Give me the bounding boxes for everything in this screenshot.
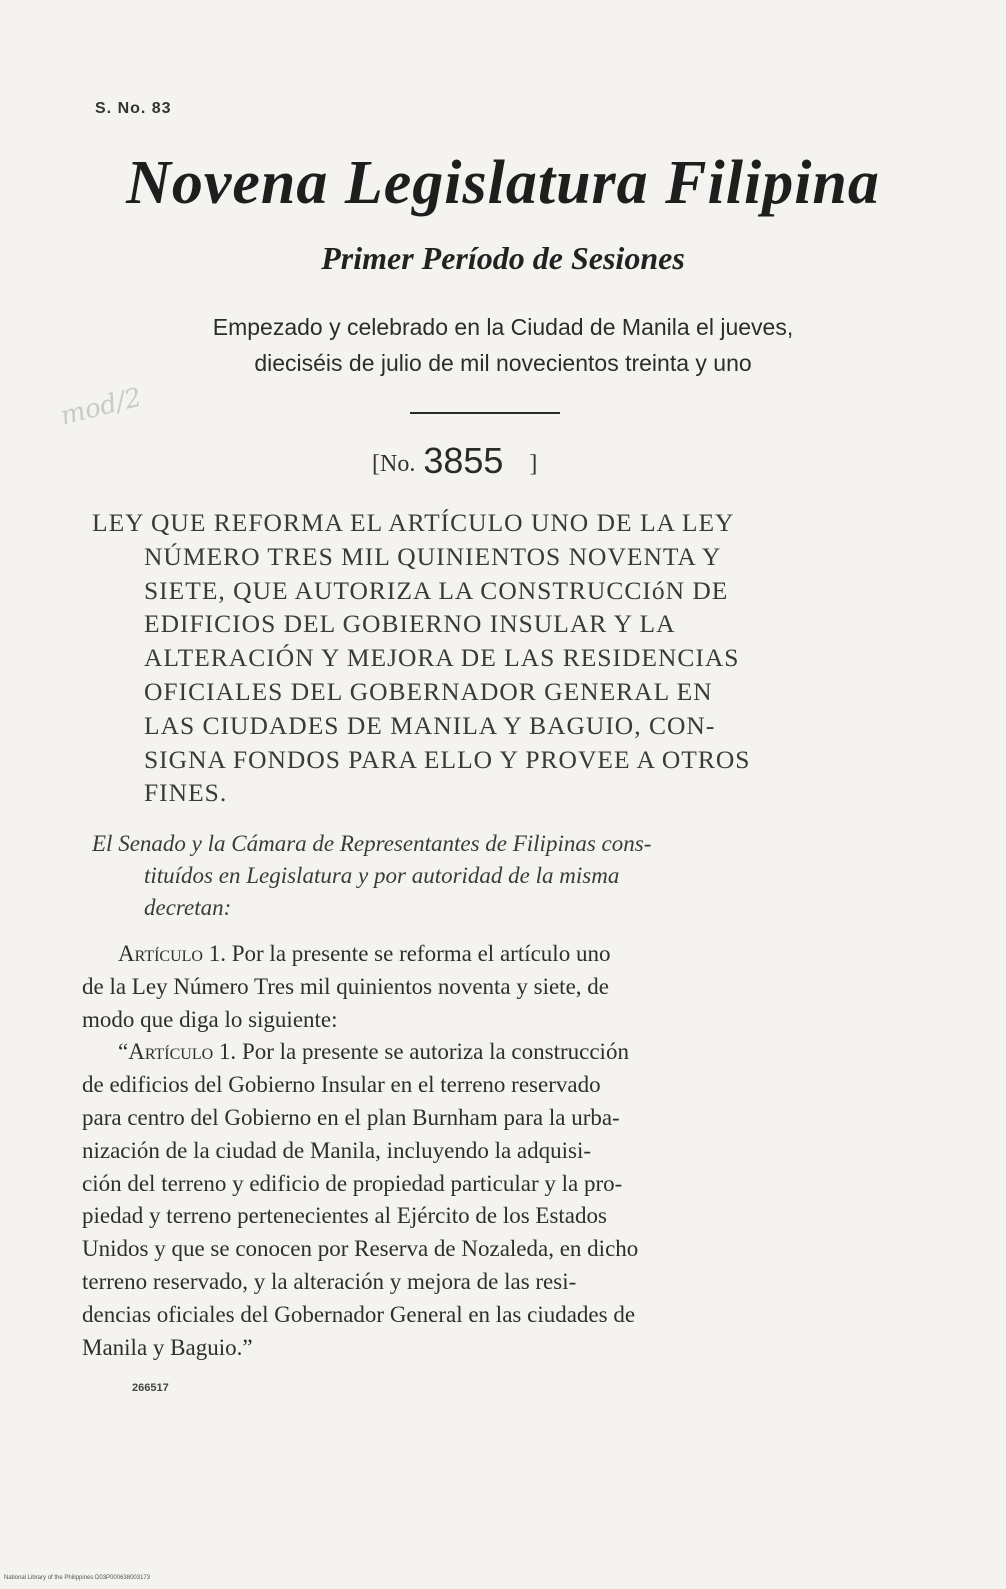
quoted-article-line: ción del terreno y edificio de propiedad particular y la pro- bbox=[82, 1170, 623, 1196]
article-1-line: de la Ley Número Tres mil quinientos noventa y siete, de bbox=[82, 973, 609, 999]
enacting-line: tituídos en Legislatura y por autoridad de la misma bbox=[144, 863, 620, 888]
article-1-heading: Artículo 1. bbox=[118, 941, 226, 966]
quoted-article-line: Unidos y que se conocen por Reserva de Nozaleda, en dicho bbox=[82, 1236, 639, 1262]
handwritten-marginal-note: mod/2 bbox=[57, 382, 145, 432]
quoted-article-line: para centro del Gobierno en el plan Burnham para la urba- bbox=[82, 1104, 620, 1130]
quoted-article-text: Por la presente se autoriza la construcción bbox=[236, 1039, 629, 1065]
act-number-suffix: ] bbox=[529, 451, 538, 477]
law-title-line: FINES. bbox=[144, 778, 228, 808]
law-title-line: SIGNA FONDOS PARA ELLO Y PROVEE A OTROS bbox=[144, 744, 751, 774]
quoted-article-line: de edificios del Gobierno Insular en el terreno reservado bbox=[82, 1072, 601, 1098]
bill-id: S. No. 83 bbox=[95, 100, 172, 117]
enacting-line: decretan: bbox=[144, 895, 232, 920]
article-1-line: modo que diga lo siguiente: bbox=[82, 1006, 338, 1032]
quoted-article-line: nización de la ciudad de Manila, incluyendo la adquisi- bbox=[82, 1137, 592, 1163]
quoted-article-line: piedad y terreno pertenecientes al Ejército de los Estados bbox=[82, 1203, 607, 1229]
act-number-prefix: [No. bbox=[372, 451, 416, 477]
law-title-line: LEY QUE REFORMA EL ARTÍCULO UNO DE LA LEY bbox=[92, 508, 735, 537]
law-title-line: OFICIALES DEL GOBERNADOR GENERAL EN bbox=[144, 676, 713, 706]
legislature-title: Novena Legislatura Filipina bbox=[126, 149, 880, 217]
quoted-article-first-line bbox=[82, 1036, 892, 1069]
session-date-line-2: dieciséis de julio de mil novecientos treinta y uno bbox=[254, 350, 752, 376]
article-1-first-line bbox=[82, 938, 892, 971]
quoted-article-line: Manila y Baguio.” bbox=[82, 1334, 253, 1360]
divider-rule bbox=[410, 412, 560, 414]
law-title bbox=[92, 506, 892, 810]
law-title-line: SIETE, QUE AUTORIZA LA CONSTRUCCIóN DE bbox=[144, 575, 729, 605]
act-number bbox=[372, 440, 537, 482]
law-title-line: EDIFICIOS DEL GOBIERNO INSULAR Y LA bbox=[144, 609, 676, 639]
quoted-article-line: dencias oficiales del Gobernador General en las ciudades de bbox=[82, 1301, 636, 1327]
law-title-line: ALTERACIÓN Y MEJORA DE LAS RESIDENCIAS bbox=[144, 643, 740, 673]
session-date-line-1: Empezado y celebrado en la Ciudad de Manila el jueves, bbox=[212, 314, 794, 340]
law-title-line: NÚMERO TRES MIL QUINIENTOS NOVENTA Y bbox=[144, 541, 722, 571]
act-number-value: 3855 bbox=[423, 440, 504, 481]
enacting-clause bbox=[92, 828, 892, 924]
enacting-line: El Senado y la Cámara de Representantes de Filipinas cons- bbox=[92, 831, 652, 856]
quoted-article-heading: “Artículo 1. bbox=[118, 1039, 237, 1065]
body-text bbox=[82, 938, 892, 1364]
article-1-text: Por la presente se reforma el artículo uno bbox=[225, 941, 611, 966]
session-subtitle: Primer Período de Sesiones bbox=[321, 240, 685, 276]
print-code: 266517 bbox=[132, 1382, 169, 1394]
archive-footer: National Library of the Philippines D03P000638003173 bbox=[4, 1575, 151, 1581]
quoted-article-line: terreno reservado, y la alteración y mejora de las resi- bbox=[82, 1268, 577, 1294]
law-title-line: LAS CIUDADES DE MANILA Y BAGUIO, CON- bbox=[144, 710, 716, 740]
